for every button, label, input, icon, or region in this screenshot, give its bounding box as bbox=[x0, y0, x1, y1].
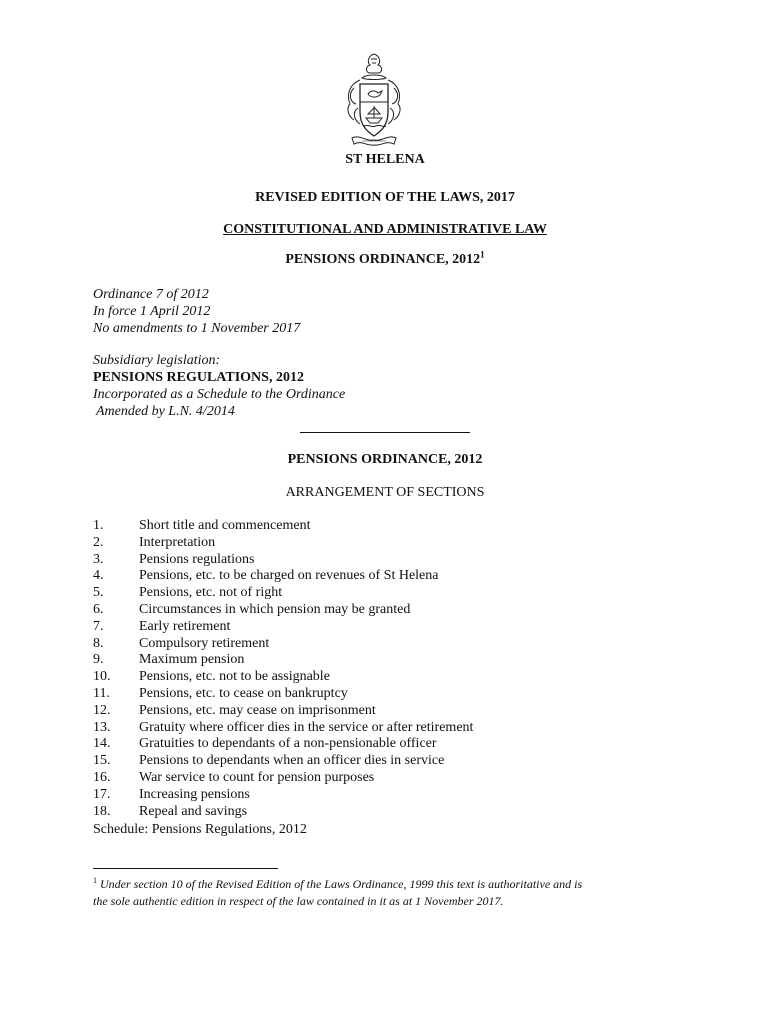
section-item[interactable] bbox=[93, 636, 473, 653]
section-item[interactable] bbox=[93, 720, 473, 737]
section-item[interactable] bbox=[93, 619, 473, 636]
section-number: 17. bbox=[93, 786, 111, 802]
document-title bbox=[0, 251, 770, 269]
section-item[interactable] bbox=[93, 535, 473, 552]
subsidiary-incorporated: Incorporated as a Schedule to the Ordinance bbox=[93, 387, 346, 402]
ordinance-info bbox=[93, 286, 300, 337]
section-item[interactable] bbox=[93, 518, 473, 535]
section-label: Pensions, etc. to be charged on revenues of St Helena bbox=[139, 568, 439, 584]
section-item[interactable] bbox=[93, 686, 473, 703]
in-force-date: In force 1 April 2012 bbox=[93, 304, 211, 319]
section-number: 16. bbox=[93, 769, 111, 785]
section-item[interactable] bbox=[93, 770, 473, 787]
section-label: Pensions, etc. may cease on imprisonment bbox=[139, 702, 376, 718]
amendment-status: No amendments to 1 November 2017 bbox=[93, 321, 301, 336]
section-number: 11. bbox=[93, 685, 110, 701]
section-label: Pensions, etc. not of right bbox=[139, 585, 283, 601]
section-number: 2. bbox=[93, 534, 104, 550]
section-label: Early retirement bbox=[139, 618, 231, 634]
section-item[interactable] bbox=[93, 552, 473, 569]
footnote bbox=[93, 876, 693, 910]
section-number: 7. bbox=[93, 618, 104, 634]
section-number: 12. bbox=[93, 702, 111, 718]
section-number: 13. bbox=[93, 719, 111, 735]
section-number: 14. bbox=[93, 736, 111, 752]
edition-heading: REVISED EDITION OF THE LAWS, 2017 bbox=[255, 190, 515, 205]
section-label: Short title and commencement bbox=[139, 518, 311, 533]
section-label: Pensions to dependants when an officer dies in service bbox=[139, 753, 445, 769]
section-number: 1. bbox=[93, 518, 104, 533]
section-number: 4. bbox=[93, 568, 104, 584]
section-label: Gratuity where officer dies in the service or after retirement bbox=[139, 719, 474, 735]
footnote-divider bbox=[93, 868, 278, 869]
section-item[interactable] bbox=[93, 669, 473, 686]
section-label: Maximum pension bbox=[139, 652, 245, 668]
subsidiary-label: Subsidiary legislation: bbox=[93, 353, 221, 368]
section-number: 8. bbox=[93, 635, 104, 651]
section-label: Compulsory retirement bbox=[139, 635, 270, 651]
jurisdiction-heading: ST HELENA bbox=[345, 152, 425, 167]
section-item[interactable] bbox=[93, 804, 473, 821]
subsidiary-name: PENSIONS REGULATIONS, 2012 bbox=[93, 370, 304, 385]
section-number: 3. bbox=[93, 551, 104, 567]
ordinance-number: Ordinance 7 of 2012 bbox=[93, 287, 209, 302]
arrangement-title: PENSIONS ORDINANCE, 2012 bbox=[287, 452, 483, 467]
section-number: 5. bbox=[93, 585, 104, 601]
subsidiary-amended: Amended by L.N. 4/2014 bbox=[96, 404, 235, 419]
section-item[interactable] bbox=[93, 602, 473, 619]
coat-of-arms-icon bbox=[340, 50, 408, 150]
section-item[interactable] bbox=[93, 568, 473, 585]
section-label: Interpretation bbox=[139, 534, 216, 550]
section-label: Circumstances in which pension may be granted bbox=[139, 601, 411, 617]
section-label: War service to count for pension purposes bbox=[139, 769, 375, 785]
footnote-line-1 bbox=[93, 876, 693, 893]
section-item[interactable] bbox=[93, 585, 473, 602]
section-item[interactable] bbox=[93, 787, 473, 804]
section-number: 10. bbox=[93, 669, 111, 685]
category-heading: CONSTITUTIONAL AND ADMINISTRATIVE LAW bbox=[223, 222, 547, 237]
sections-list bbox=[93, 518, 473, 820]
footnote-text-2: the sole authentic edition in respect of the law contained in it as at 1 November 2017. bbox=[93, 894, 504, 908]
section-label: Increasing pensions bbox=[139, 786, 250, 802]
arrangement-subtitle: ARRANGEMENT OF SECTIONS bbox=[285, 485, 485, 500]
subsidiary-legislation bbox=[93, 352, 345, 420]
section-number: 9. bbox=[93, 652, 104, 668]
document-title-text: PENSIONS ORDINANCE, 2012 bbox=[285, 252, 481, 267]
section-label: Pensions, etc. to cease on bankruptcy bbox=[139, 685, 348, 701]
footnote-reference[interactable]: 1 bbox=[480, 249, 485, 260]
section-item[interactable] bbox=[93, 652, 473, 669]
section-number: 18. bbox=[93, 803, 111, 819]
section-item[interactable] bbox=[93, 753, 473, 770]
footnote-text-1: Under section 10 of the Revised Edition of the Laws Ordinance, 1999 this text is authoritative and is bbox=[100, 877, 583, 891]
section-item[interactable] bbox=[93, 703, 473, 720]
section-label: Pensions regulations bbox=[139, 551, 255, 567]
section-number: 6. bbox=[93, 601, 104, 617]
schedule-entry[interactable]: Schedule: Pensions Regulations, 2012 bbox=[93, 822, 307, 837]
section-divider bbox=[300, 432, 470, 433]
section-label: Repeal and savings bbox=[139, 803, 248, 819]
section-label: Gratuities to dependants of a non-pensionable officer bbox=[139, 736, 437, 752]
footnote-marker: 1 bbox=[93, 876, 97, 885]
section-item[interactable] bbox=[93, 736, 473, 753]
section-label: Pensions, etc. not to be assignable bbox=[139, 669, 330, 685]
section-number: 15. bbox=[93, 753, 111, 769]
